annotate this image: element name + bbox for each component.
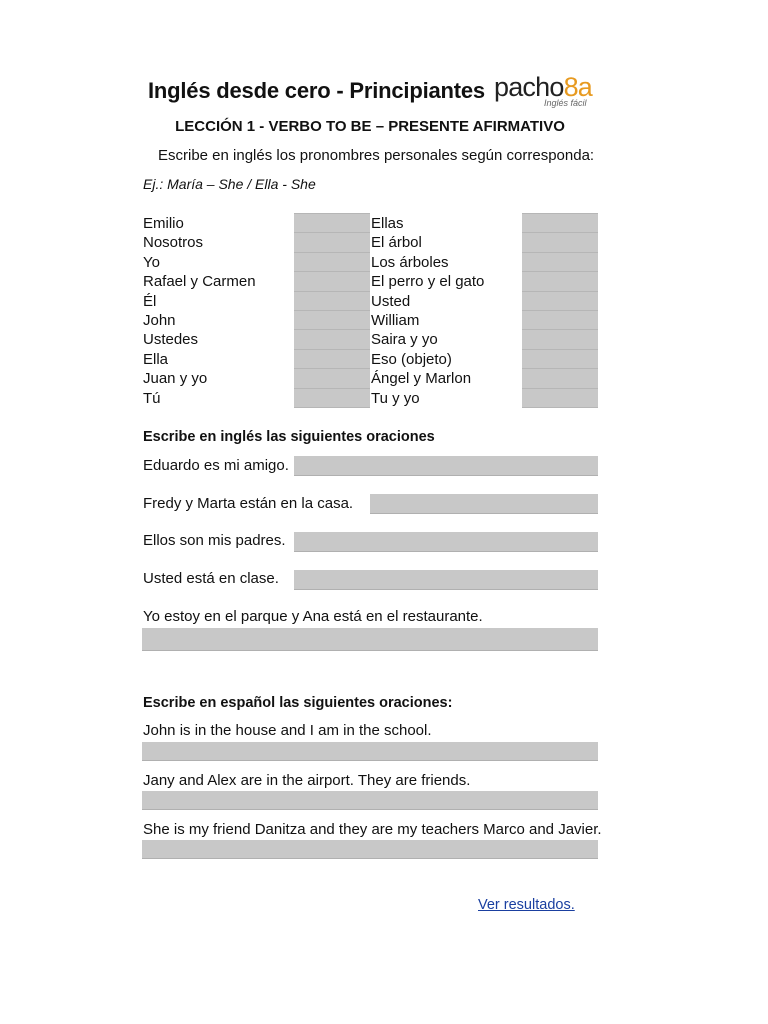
english-section-heading: Escribe en inglés las siguientes oraciones xyxy=(143,429,435,445)
english-answer-field[interactable] xyxy=(294,532,598,552)
pronoun-answer-field[interactable] xyxy=(522,272,598,291)
pronoun-answers-left xyxy=(294,213,370,408)
pronoun-labels-right xyxy=(371,214,484,408)
pronoun-label: Yo xyxy=(143,253,160,271)
spanish-section-heading: Escribe en español las siguientes oraciones: xyxy=(143,695,453,711)
english-sentence-prompt: Yo estoy en el parque y Ana está en el restaurante. xyxy=(143,608,483,625)
logo-wordmark-accent: 8a xyxy=(563,72,593,102)
pronoun-label: Saira y yo xyxy=(371,331,438,349)
pronoun-answer-field[interactable] xyxy=(294,330,370,349)
pronoun-label: Nosotros xyxy=(143,234,204,252)
pronoun-answer-field[interactable] xyxy=(522,389,598,408)
pronoun-answer-field[interactable] xyxy=(294,350,370,369)
pronoun-example: Ej.: María – She / Ella - She xyxy=(143,176,316,192)
spanish-answer-field[interactable] xyxy=(142,840,598,859)
english-sentence-prompt: Eduardo es mi amigo. xyxy=(143,457,289,474)
pronoun-label: Usted xyxy=(371,292,411,310)
pronoun-label: Ustedes xyxy=(143,331,199,349)
pronoun-labels-left xyxy=(143,214,256,408)
pronoun-label: Ángel y Marlon xyxy=(371,370,472,388)
english-answer-field[interactable] xyxy=(370,494,598,514)
english-answer-field[interactable] xyxy=(142,628,598,651)
pronoun-answer-field[interactable] xyxy=(522,330,598,349)
pronoun-label: John xyxy=(143,311,176,329)
pronoun-label: Los árboles xyxy=(371,253,449,271)
logo-wordmark: pacho xyxy=(494,72,564,102)
pronoun-answer-field[interactable] xyxy=(294,253,370,272)
brand-logo xyxy=(494,74,598,110)
pronoun-answer-field[interactable] xyxy=(294,233,370,252)
spanish-answer-field[interactable] xyxy=(142,791,598,810)
spanish-sentence-prompt: She is my friend Danitza and they are my teachers Marco and Javier. xyxy=(143,821,602,838)
pronoun-answer-field[interactable] xyxy=(522,233,598,252)
english-sentence-prompt: Usted está en clase. xyxy=(143,570,279,587)
pronoun-answer-field[interactable] xyxy=(522,292,598,311)
english-answer-field[interactable] xyxy=(294,456,598,476)
lesson-title: LECCIÓN 1 - VERBO TO BE – PRESENTE AFIRMATIVO xyxy=(175,118,565,135)
pronoun-label: William xyxy=(371,311,420,329)
pronoun-label: Juan y yo xyxy=(143,370,208,388)
pronoun-label: Ellas xyxy=(371,215,404,232)
pronoun-label: Eso (objeto) xyxy=(371,350,452,368)
pronoun-instruction: Escribe en inglés los pronombres personales según corresponda: xyxy=(158,147,595,164)
pronoun-answer-field[interactable] xyxy=(294,389,370,408)
pronoun-label: El perro y el gato xyxy=(371,273,485,291)
pronoun-answer-field[interactable] xyxy=(522,369,598,388)
worksheet-title: Inglés desde cero - Principiantes xyxy=(148,78,485,103)
spanish-sentence-prompt: John is in the house and I am in the school. xyxy=(143,722,432,739)
english-sentence-prompt: Fredy y Marta están en la casa. xyxy=(143,495,354,512)
english-sentence-prompt: Ellos son mis padres. xyxy=(143,532,286,549)
pronoun-label: Emilio xyxy=(143,215,184,232)
pronoun-answer-field[interactable] xyxy=(522,311,598,330)
pronoun-answer-field[interactable] xyxy=(294,272,370,291)
pronoun-answer-field[interactable] xyxy=(522,253,598,272)
pronoun-label: Rafael y Carmen xyxy=(143,273,256,291)
english-answer-field[interactable] xyxy=(294,570,598,590)
pronoun-answer-field[interactable] xyxy=(294,292,370,311)
spanish-answer-field[interactable] xyxy=(142,742,598,761)
pronoun-answer-field[interactable] xyxy=(522,214,598,233)
spanish-sentence-prompt: Jany and Alex are in the airport. They are friends. xyxy=(143,772,471,789)
pronoun-answer-field[interactable] xyxy=(294,369,370,388)
logo-tagline: Inglés fácil xyxy=(544,98,587,108)
pronoun-label: Tú xyxy=(143,389,161,407)
pronoun-answers-right xyxy=(522,213,598,408)
pronoun-answer-field[interactable] xyxy=(522,350,598,369)
pronoun-answer-field[interactable] xyxy=(294,311,370,330)
pronoun-label: Ella xyxy=(143,350,169,368)
pronoun-label: Él xyxy=(143,292,157,310)
pronoun-answer-field[interactable] xyxy=(294,214,370,233)
pronoun-label: Tu y yo xyxy=(371,389,420,407)
view-results-link[interactable]: Ver resultados. xyxy=(478,897,575,913)
pronoun-label: El árbol xyxy=(371,234,422,252)
